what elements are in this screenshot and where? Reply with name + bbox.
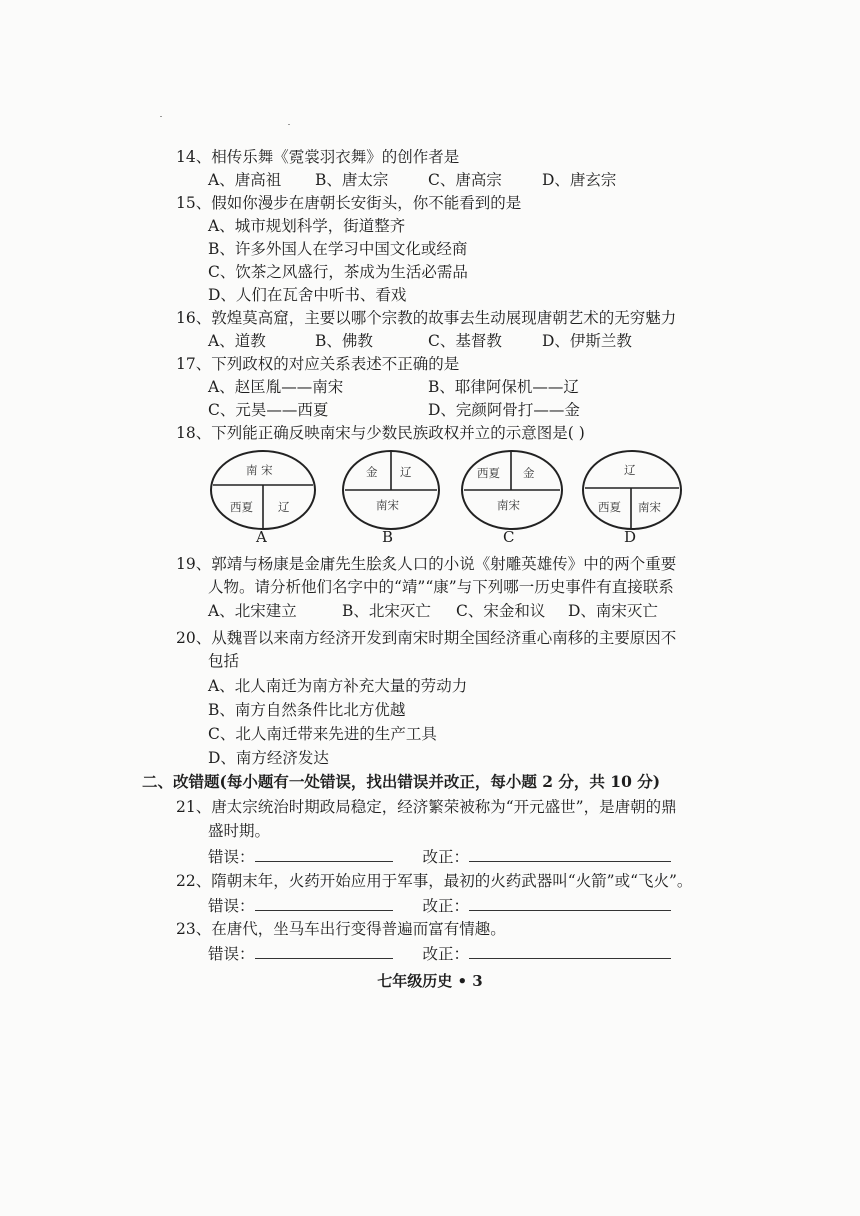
fix-blank[interactable] — [469, 895, 671, 911]
diagram-d-region-xixia: 西夏 — [598, 500, 621, 514]
question-19-stem-line2: 人物。请分析他们名字中的“靖”“康”与下列哪一历史事件有直接联系 — [208, 578, 674, 596]
option-a: A、道教 — [208, 332, 266, 350]
fix-label: 改正： — [422, 897, 470, 915]
diagram-b-label: B — [382, 528, 394, 546]
diagram-b-region-liao: 辽 — [400, 465, 412, 479]
question-15-option-d: D、人们在瓦舍中听书、看戏 — [208, 286, 407, 304]
question-16-stem: 16、敦煌莫高窟，主要以哪个宗教的故事去生动展现唐朝艺术的无穷魅力 — [176, 309, 677, 327]
option-c: C、元昊——西夏 — [208, 401, 329, 419]
fix-blank[interactable] — [469, 846, 671, 862]
question-15-option-c: C、饮茶之风盛行，茶成为生活必需品 — [208, 263, 468, 281]
question-20-stem-line1: 20、从魏晋以来南方经济开发到南宋时期全国经济重心南移的主要原因不 — [176, 629, 677, 647]
diagram-a-region-southern-song: 南 宋 — [246, 463, 273, 477]
diagram-a-region-xixia: 西夏 — [230, 500, 253, 514]
diagram-a-label: A — [256, 528, 267, 546]
diagram-d-region-liao: 辽 — [624, 463, 636, 477]
option-a: A、北宋建立 — [208, 602, 297, 620]
error-label: 错误： — [208, 848, 255, 866]
question-15-option-a: A、城市规划科学，街道整齐 — [208, 217, 406, 235]
fix-label: 改正： — [422, 848, 470, 866]
question-20-option-d: D、南方经济发达 — [208, 749, 329, 767]
option-c: C、基督教 — [428, 332, 502, 350]
scan-speck — [160, 116, 162, 117]
question-22-answer-row — [208, 895, 671, 917]
option-b: B、佛教 — [315, 332, 373, 350]
diagram-c-dividers — [461, 450, 567, 530]
fix-blank[interactable] — [469, 943, 671, 959]
diagram-c-region-xixia: 西夏 — [477, 466, 500, 480]
error-blank[interactable] — [255, 895, 393, 911]
question-19-stem-line1: 19、郭靖与杨康是金庸先生脍炙人口的小说《射雕英雄传》中的两个重要 — [176, 555, 677, 573]
question-20-stem-line2: 包括 — [208, 652, 240, 670]
question-21-stem-line2: 盛时期。 — [208, 822, 271, 840]
diagram-c-region-jin: 金 — [523, 466, 535, 480]
option-d: D、南宋灭亡 — [568, 602, 658, 620]
diagram-b-dividers — [342, 450, 448, 530]
diagram-a — [210, 450, 316, 550]
section-2-heading: 二、改错题(每小题有一处错误，找出错误并改正，每小题 2 分，共 10 分) — [142, 772, 661, 791]
question-23-answer-row — [208, 943, 671, 965]
fix-label: 改正： — [422, 945, 470, 963]
option-d: D、伊斯兰教 — [542, 332, 632, 350]
option-d: D、完颜阿骨打——金 — [428, 401, 580, 419]
option-c: C、宋金和议 — [456, 602, 546, 620]
diagram-b-region-southern-song: 南宋 — [376, 498, 399, 512]
diagram-c-region-southern-song: 南宋 — [497, 498, 520, 512]
option-a: A、唐高祖 — [208, 171, 282, 189]
diagram-d — [582, 450, 688, 550]
page-footer: 七年级历史 • 3 — [377, 972, 483, 990]
error-blank[interactable] — [255, 943, 393, 959]
diagram-d-region-southern-song: 南宋 — [638, 500, 661, 514]
error-blank[interactable] — [255, 846, 393, 862]
option-b: B、耶律阿保机——辽 — [428, 378, 579, 396]
scan-speck — [288, 124, 290, 125]
diagram-b-region-jin: 金 — [366, 465, 378, 479]
option-a: A、赵匡胤——南宋 — [208, 378, 344, 396]
diagram-d-label: D — [624, 528, 637, 546]
diagram-c-label: C — [503, 528, 515, 546]
option-d: D、唐玄宗 — [542, 171, 617, 189]
question-20-option-b: B、南方自然条件比北方优越 — [208, 701, 406, 719]
option-b: B、北宋灭亡 — [342, 602, 431, 620]
question-21-answer-row — [208, 846, 671, 868]
error-label: 错误： — [208, 945, 255, 963]
question-22-stem: 22、隋朝末年，火药开始应用于军事，最初的火药武器叫“火箭”或“飞火”。 — [176, 872, 693, 890]
error-label: 错误： — [208, 897, 255, 915]
question-17-stem: 17、下列政权的对应关系表述不正确的是 — [176, 355, 460, 373]
question-14-stem: 14、相传乐舞《霓裳羽衣舞》的创作者是 — [176, 148, 460, 166]
question-20-option-a: A、北人南迁为南方补充大量的劳动力 — [208, 677, 468, 695]
question-20-option-c: C、北人南迁带来先进的生产工具 — [208, 725, 437, 743]
question-15-stem: 15、假如你漫步在唐朝长安街头，你不能看到的是 — [176, 194, 522, 212]
question-23-stem: 23、在唐代，坐马车出行变得普遍而富有情趣。 — [176, 920, 506, 938]
option-b: B、唐太宗 — [315, 171, 389, 189]
question-18-stem: 18、下列能正确反映南宋与少数民族政权并立的示意图是( ) — [176, 424, 585, 442]
diagram-b — [342, 450, 448, 550]
question-21-stem-line1: 21、唐太宗统治时期政局稳定，经济繁荣被称为“开元盛世”，是唐朝的鼎 — [176, 798, 677, 816]
option-c: C、唐高宗 — [428, 171, 502, 189]
diagram-a-region-liao: 辽 — [278, 500, 290, 514]
diagram-c — [461, 450, 567, 550]
question-15-option-b: B、许多外国人在学习中国文化或经商 — [208, 240, 468, 258]
